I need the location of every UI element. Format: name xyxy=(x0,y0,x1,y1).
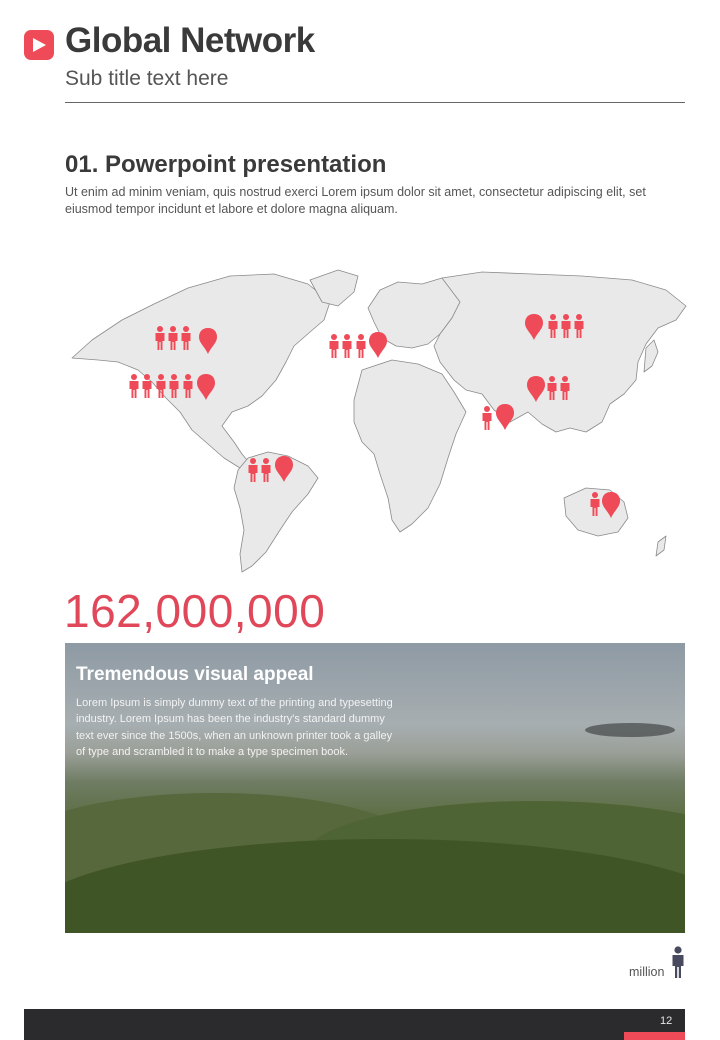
world-map xyxy=(62,262,688,580)
footer-bar xyxy=(24,1009,685,1040)
feature-body: Lorem Ipsum is simply dummy text of the printing and typesetting industry. Lorem Ipsum has been the industry's standard dummy text ever since the 1500s, when an unknown printer took a galley of type and scrambled it to make a type specimen book. xyxy=(76,697,393,759)
continent-south-america xyxy=(234,452,318,572)
marker-india xyxy=(483,404,515,430)
header-divider xyxy=(65,102,685,103)
person-icon xyxy=(671,946,685,978)
island-japan xyxy=(644,340,658,372)
brand-logo xyxy=(24,30,54,60)
marker-western-europe xyxy=(330,332,388,358)
page-number: 12 xyxy=(660,1015,673,1027)
landscape-photo xyxy=(65,643,685,933)
legend-label: million xyxy=(629,965,665,979)
total-count: 162,000,000 xyxy=(64,585,326,637)
feature-title: Tremendous visual appeal xyxy=(76,664,314,685)
page-subtitle: Sub title text here xyxy=(65,67,229,90)
page-title: Global Network xyxy=(65,21,315,60)
section-body: Ut enim ad minim veniam, quis nostrud exerci Lorem ipsum dolor sit amet, consectetur adipiscing elit, set eiusmod tempor incidunt et labore et dolore magna aliquam. xyxy=(65,185,646,216)
footer-accent xyxy=(624,1032,685,1040)
continent-north-america xyxy=(72,274,330,468)
island-new-zealand xyxy=(656,536,666,556)
land-masses xyxy=(72,270,686,572)
continent-africa xyxy=(354,360,466,532)
section-heading: 01. Powerpoint presentation xyxy=(65,151,387,178)
play-icon xyxy=(33,38,46,52)
